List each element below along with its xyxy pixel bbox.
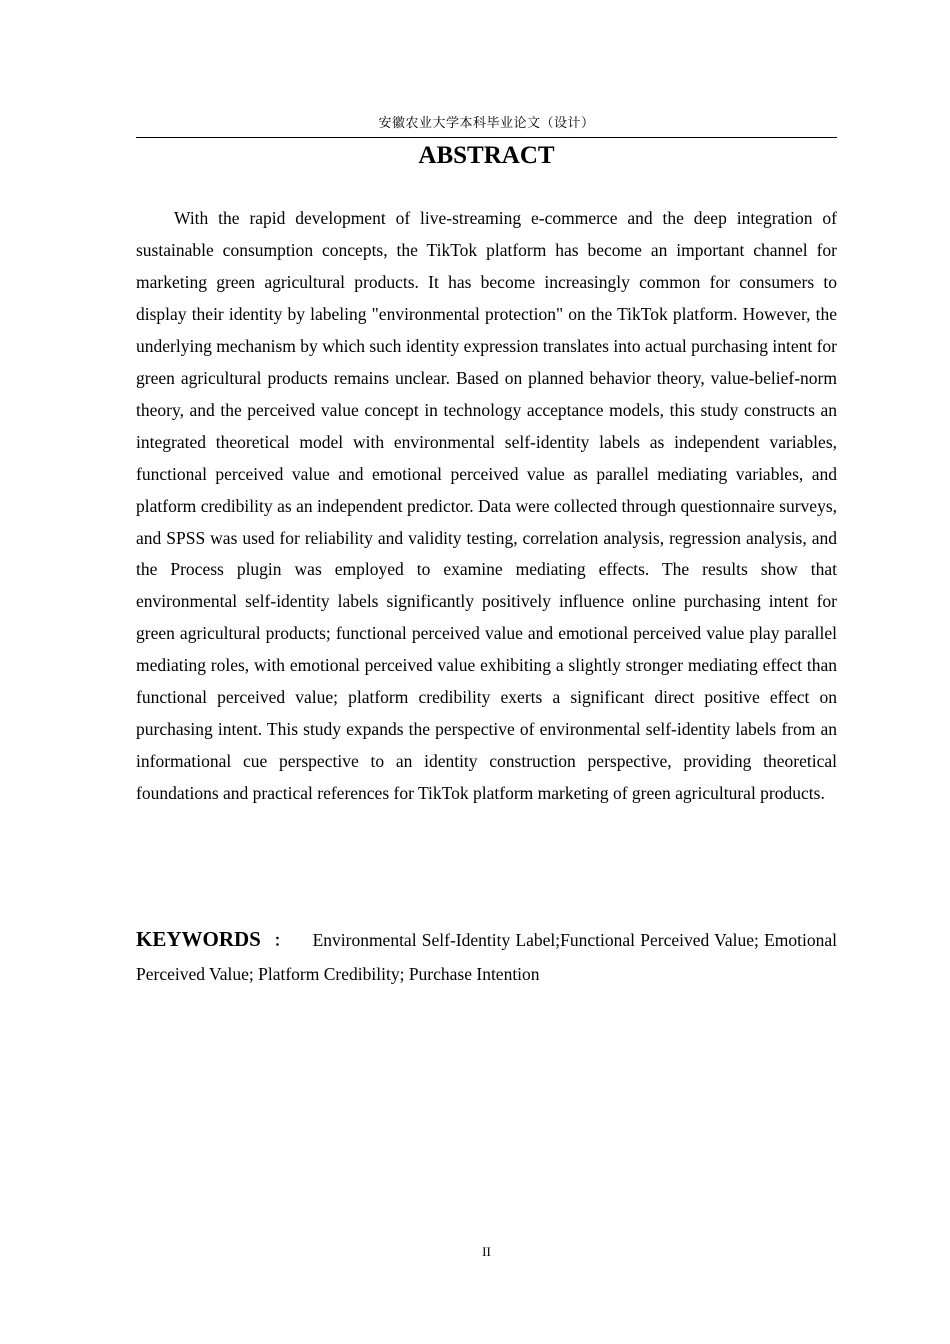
header-rule xyxy=(136,137,837,138)
page-title: ABSTRACT xyxy=(418,142,555,169)
keywords-section xyxy=(136,923,837,990)
keywords-label: KEYWORDS xyxy=(136,927,261,951)
running-header: 安徽农业大学本科毕业论文（设计） xyxy=(378,116,595,131)
page-number: II xyxy=(482,1244,491,1259)
abstract-body: With the rapid development of live-streaming e-commerce and the deep integration of sustainable consumption concepts, the TikTok platform has become an important channel for marketing green agricultural products. It has become increasingly common for consumers to display their identity by labeling "environmental protection" on the TikTok platform. However, the underlying mechanism by which such identity expression translates into actual purchasing intent for green agricultural products remains unclear. Based on planned behavior theory, value-belief-norm theory, and the perceived value concept in technology acceptance models, this study constructs an integrated theoretical model with environmental self-identity labels as independent variables, functional perceived value and emotional perceived value as parallel mediating variables, and platform credibility as an independent predictor. Data were collected through questionnaire surveys, and SPSS was used for reliability and validity testing, correlation analysis, regression analysis, and the Process plugin was employed to examine mediating effects. The results show that environmental self-identity labels significantly positively influence online purchasing intent for green agricultural products; functional perceived value and emotional perceived value play parallel mediating roles, with emotional perceived value exhibiting a slightly stronger mediating effect than functional perceived value; platform credibility exerts a significant direct positive effect on purchasing intent. This study expands the perspective of environmental self-identity labels from an informational cue perspective to an identity construction perspective, providing theoretical foundations and practical references for TikTok platform marketing of green agricultural products. xyxy=(136,208,837,804)
keywords-text: Environmental Self-Identity Label;Functional Perceived Value; Emotional Perceived Value; Platform Credibility; Purchase Intention xyxy=(136,930,837,984)
keywords-separator: ： xyxy=(272,933,291,950)
